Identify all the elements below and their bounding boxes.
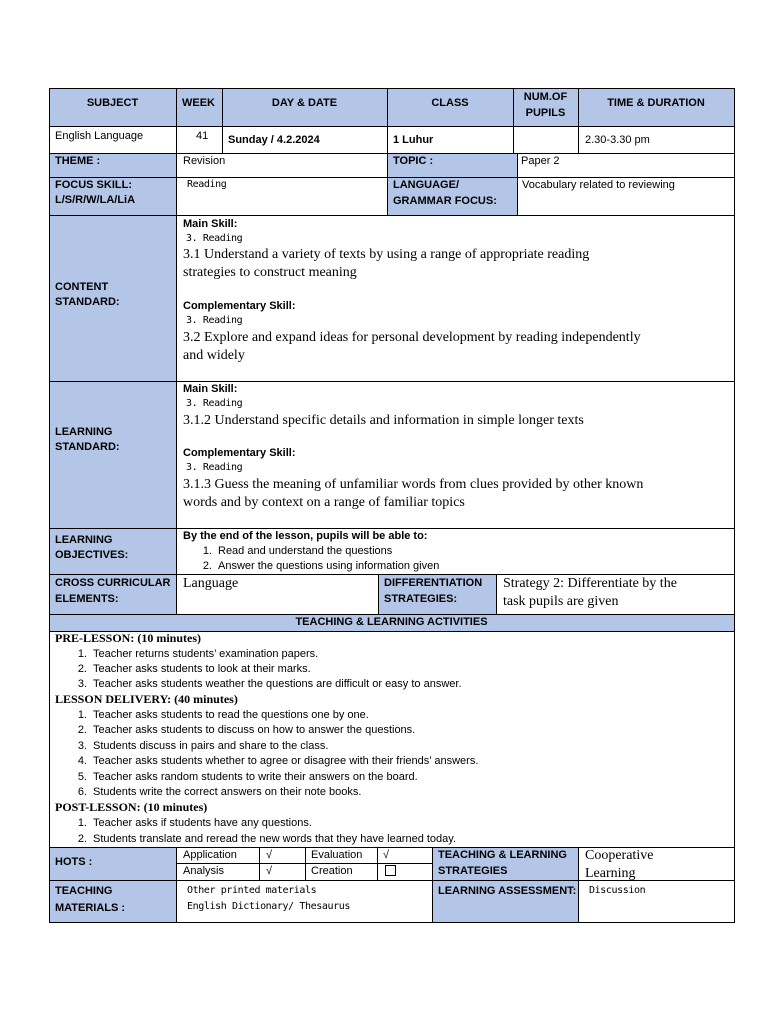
tl-strategies-label-2: STRATEGIES xyxy=(438,865,508,877)
focus-skill-codes: L/S/R/W/LA/LiA xyxy=(55,194,136,206)
pre-lesson-item: 3. Teacher asks students weather the questions are difficult or easy to answer. xyxy=(77,678,462,690)
grammar-label: LANGUAGE/ xyxy=(393,179,459,191)
border xyxy=(49,126,734,127)
date-value: Sunday / 4.2.2024 xyxy=(228,134,320,146)
ls-comp-text: 3.1.3 Guess the meaning of unfamiliar words from clues provided by other known xyxy=(183,477,644,492)
hots-creation-checkbox[interactable] xyxy=(385,865,396,876)
content-standard-label: CONTENT xyxy=(55,281,109,293)
cross-curricular-label-2: ELEMENTS: xyxy=(55,593,119,605)
header-day-date: DAY & DATE xyxy=(271,97,338,109)
materials-value-2: English Dictionary/ Thesaurus xyxy=(187,901,350,912)
delivery-item: 4. Teacher asks students whether to agree or disagree with their friends’ answers. xyxy=(77,755,479,767)
hots-evaluation-check: √ xyxy=(383,849,390,861)
objectives-label-2: OBJECTIVES: xyxy=(55,549,129,561)
hots-analysis: Analysis xyxy=(183,865,224,877)
header-week: WEEK xyxy=(182,97,215,109)
border xyxy=(432,847,433,922)
header-time-duration: TIME & DURATION xyxy=(607,97,705,109)
ls-main-skill-label: Main Skill: xyxy=(183,383,238,395)
border xyxy=(305,847,306,880)
border xyxy=(49,88,734,89)
border xyxy=(176,88,177,614)
week-value: 41 xyxy=(196,130,209,142)
border xyxy=(49,381,734,382)
fill-standards xyxy=(49,215,176,574)
border xyxy=(496,574,497,614)
differentiation-value-2: task pupils are given xyxy=(503,594,619,609)
tl-strategies-value: Cooperative xyxy=(585,848,654,863)
theme-value: Revision xyxy=(183,155,226,167)
delivery-item: 3. Students discuss in pairs and share to the class. xyxy=(77,740,329,752)
post-lesson-item: 2. Students translate and reread the new words that they have learned today. xyxy=(77,833,457,845)
ls-comp-skill: 3. Reading xyxy=(186,462,243,473)
border xyxy=(734,88,735,923)
border xyxy=(49,922,734,923)
delivery-item: 1. Teacher asks students to read the questions one by one. xyxy=(77,709,369,721)
time-value: 2.30-3.30 pm xyxy=(585,134,650,146)
focus-skill-label: FOCUS SKILL: xyxy=(55,179,132,191)
materials-value: Other printed materials xyxy=(187,885,317,896)
border xyxy=(517,153,518,215)
activities-title: TEACHING & LEARNING ACTIVITIES xyxy=(295,616,488,628)
hots-application-check: √ xyxy=(266,849,273,861)
subject-value: English Language xyxy=(55,130,144,142)
assessment-value: Discussion xyxy=(589,885,646,896)
grammar-value: Vocabulary related to reviewing xyxy=(522,179,675,191)
cs-comp-skill: 3. Reading xyxy=(186,315,243,326)
ls-comp-text-2: words and by context on a range of familiar topics xyxy=(183,495,465,510)
hots-analysis-check: √ xyxy=(266,865,273,877)
pre-lesson-item: 2. Teacher asks students to look at their marks. xyxy=(77,663,311,675)
pre-lesson-title: PRE-LESSON: (10 minutes) xyxy=(55,631,202,645)
post-lesson-item: 1. Teacher asks if students have any questions. xyxy=(77,817,312,829)
differentiation-label: DIFFERENTIATION xyxy=(384,577,483,589)
cs-main-skill-label: Main Skill: xyxy=(183,218,238,230)
border xyxy=(49,88,50,922)
delivery-item: 5. Teacher asks random students to write their answers on the board. xyxy=(77,771,418,783)
grammar-label-2: GRAMMAR FOCUS: xyxy=(393,195,497,207)
delivery-item: 6. Students write the correct answers on their note books. xyxy=(77,786,362,798)
class-value: 1 Luhur xyxy=(393,134,434,146)
cs-comp-skill-label: Complementary Skill: xyxy=(183,300,296,312)
objectives-label: LEARNING xyxy=(55,534,113,546)
header-class: CLASS xyxy=(431,97,469,109)
learning-standard-label: LEARNING xyxy=(55,426,113,438)
border xyxy=(377,847,378,880)
border xyxy=(259,847,260,880)
delivery-item: 2. Teacher asks students to discuss on how to answer the questions. xyxy=(77,724,416,736)
differentiation-label-2: STRATEGIES: xyxy=(384,593,458,605)
hots-evaluation: Evaluation xyxy=(311,849,363,861)
pre-lesson-item: 1. Teacher returns students’ examination papers. xyxy=(77,648,319,660)
cross-curricular-value: Language xyxy=(183,576,239,591)
border xyxy=(49,215,734,216)
hots-application: Application xyxy=(183,849,237,861)
cs-main-text-2: strategies to construct meaning xyxy=(183,265,357,280)
lesson-delivery-title: LESSON DELIVERY: (40 minutes) xyxy=(55,692,238,706)
post-lesson-title: POST-LESSON: (10 minutes) xyxy=(55,800,208,814)
ls-main-skill: 3. Reading xyxy=(186,398,243,409)
cs-comp-text-2: and widely xyxy=(183,348,245,363)
materials-label: TEACHING xyxy=(55,885,113,897)
topic-value: Paper 2 xyxy=(521,155,560,167)
cs-comp-text: 3.2 Explore and expand ideas for personal development by reading independently xyxy=(183,330,641,345)
header-subject: SUBJECT xyxy=(86,97,139,109)
cs-main-text: 3.1 Understand a variety of texts by using a range of appropriate reading xyxy=(183,247,590,262)
differentiation-value: Strategy 2: Differentiate by the xyxy=(503,576,677,591)
materials-label-2: MATERIALS : xyxy=(55,902,126,914)
assessment-label: LEARNING ASSESSMENT: xyxy=(438,885,577,897)
border xyxy=(49,153,734,154)
objectives-intro: By the end of the lesson, pupils will be able to: xyxy=(183,530,428,542)
ls-main-text: 3.1.2 Understand specific details and information in simple longer texts xyxy=(183,413,584,428)
header-num-pupils: NUM.OF PUPILS xyxy=(523,91,568,119)
objective-item: 1. Read and understand the questions xyxy=(202,545,393,557)
hots-creation: Creation xyxy=(311,865,353,877)
tl-strategies-label: TEACHING & LEARNING xyxy=(438,849,567,861)
topic-label: TOPIC : xyxy=(393,155,434,167)
border xyxy=(378,574,379,614)
content-standard-label-2: STANDARD: xyxy=(55,296,120,308)
focus-skill-value: Reading xyxy=(187,179,227,190)
border xyxy=(176,847,177,922)
learning-standard-label-2: STANDARD: xyxy=(55,441,120,453)
cs-main-skill: 3. Reading xyxy=(186,233,243,244)
theme-label: THEME : xyxy=(55,155,101,167)
objective-item: 2. Answer the questions using information given xyxy=(202,560,440,572)
ls-comp-skill-label: Complementary Skill: xyxy=(183,447,296,459)
tl-strategies-value-2: Learning xyxy=(585,866,636,881)
border xyxy=(578,847,579,922)
hots-label: HOTS : xyxy=(55,856,93,868)
cross-curricular-label: CROSS CURRICULAR xyxy=(55,577,171,589)
